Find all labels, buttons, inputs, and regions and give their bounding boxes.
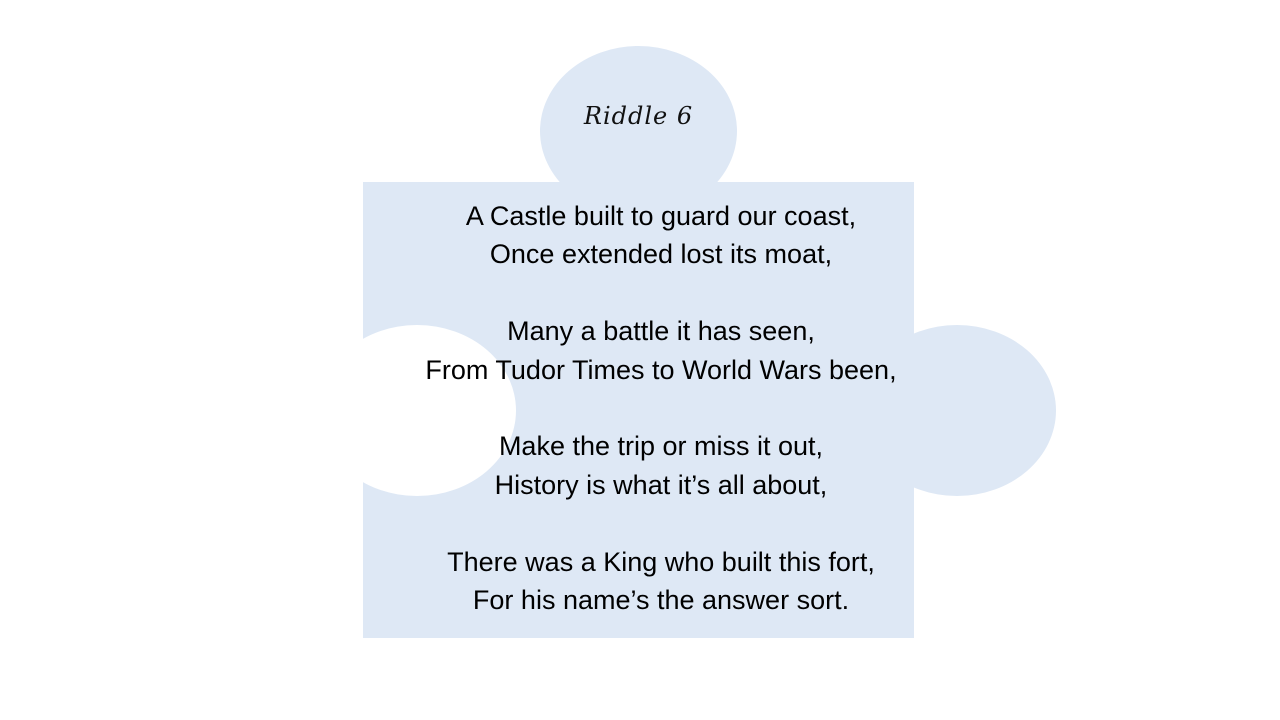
stanza-gap xyxy=(363,389,959,427)
poem-line: History is what it’s all about, xyxy=(494,469,828,500)
stanza-gap xyxy=(363,504,959,542)
poem-line: Once extended lost its moat, xyxy=(489,239,833,270)
poem-line: Make the trip or miss it out, xyxy=(498,431,824,462)
poem-line: Many a battle it has seen, xyxy=(507,316,815,347)
poem-line: For his name’s the answer sort. xyxy=(472,585,850,616)
riddle-title: Riddle 6 xyxy=(583,102,694,130)
stanza-gap xyxy=(363,274,959,312)
poem-line: There was a King who built this fort, xyxy=(447,546,875,577)
riddle-poem xyxy=(363,197,959,619)
poem-line: From Tudor Times to World Wars been, xyxy=(425,354,897,385)
poem-line: A Castle built to guard our coast, xyxy=(465,201,857,231)
